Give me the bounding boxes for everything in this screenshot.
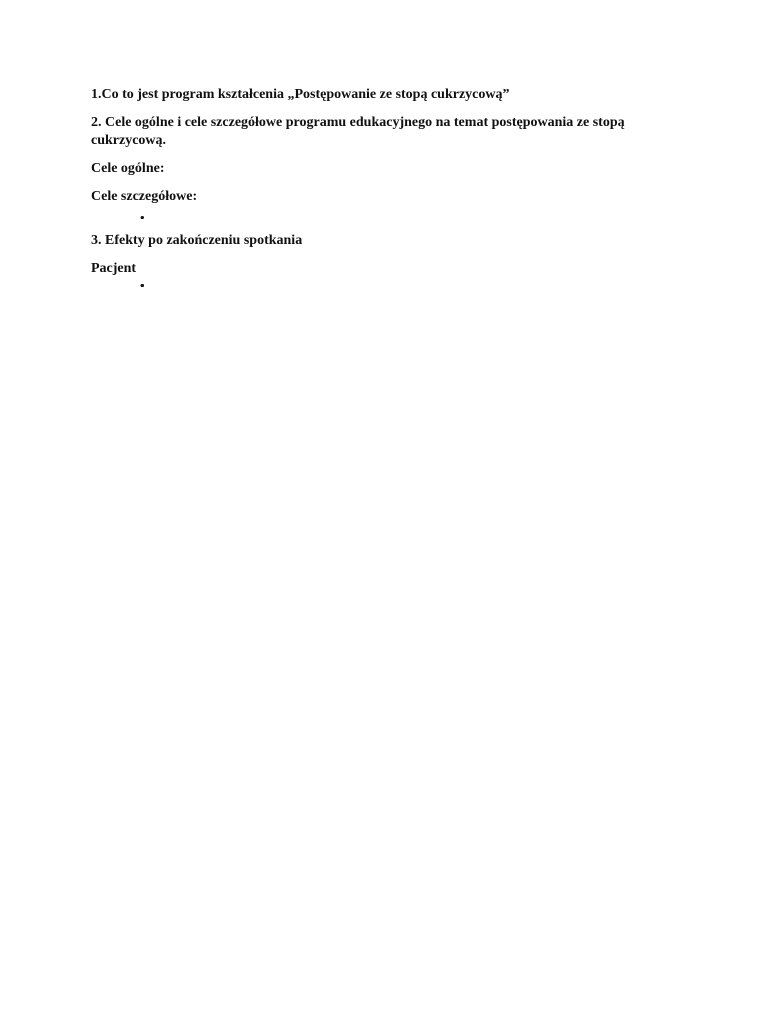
section-1-heading: 1.Co to jest program kształcenia „Postępowanie ze stopą cukrzycową” [91,87,510,102]
general-goals-label: Cele ogólne: [91,161,165,176]
detailed-goals-label: Cele szczegółowe: [91,189,198,204]
patient-label: Pacjent [91,261,137,276]
section-3-heading: 3. Efekty po zakończeniu spotkania [91,233,303,248]
document-content [91,86,681,288]
section-2-heading: 2. Cele ogólne i cele szczegółowe programu edukacyjnego na temat postępowania ze stopą cukrzycową. [91,115,625,148]
spacer [91,216,681,232]
